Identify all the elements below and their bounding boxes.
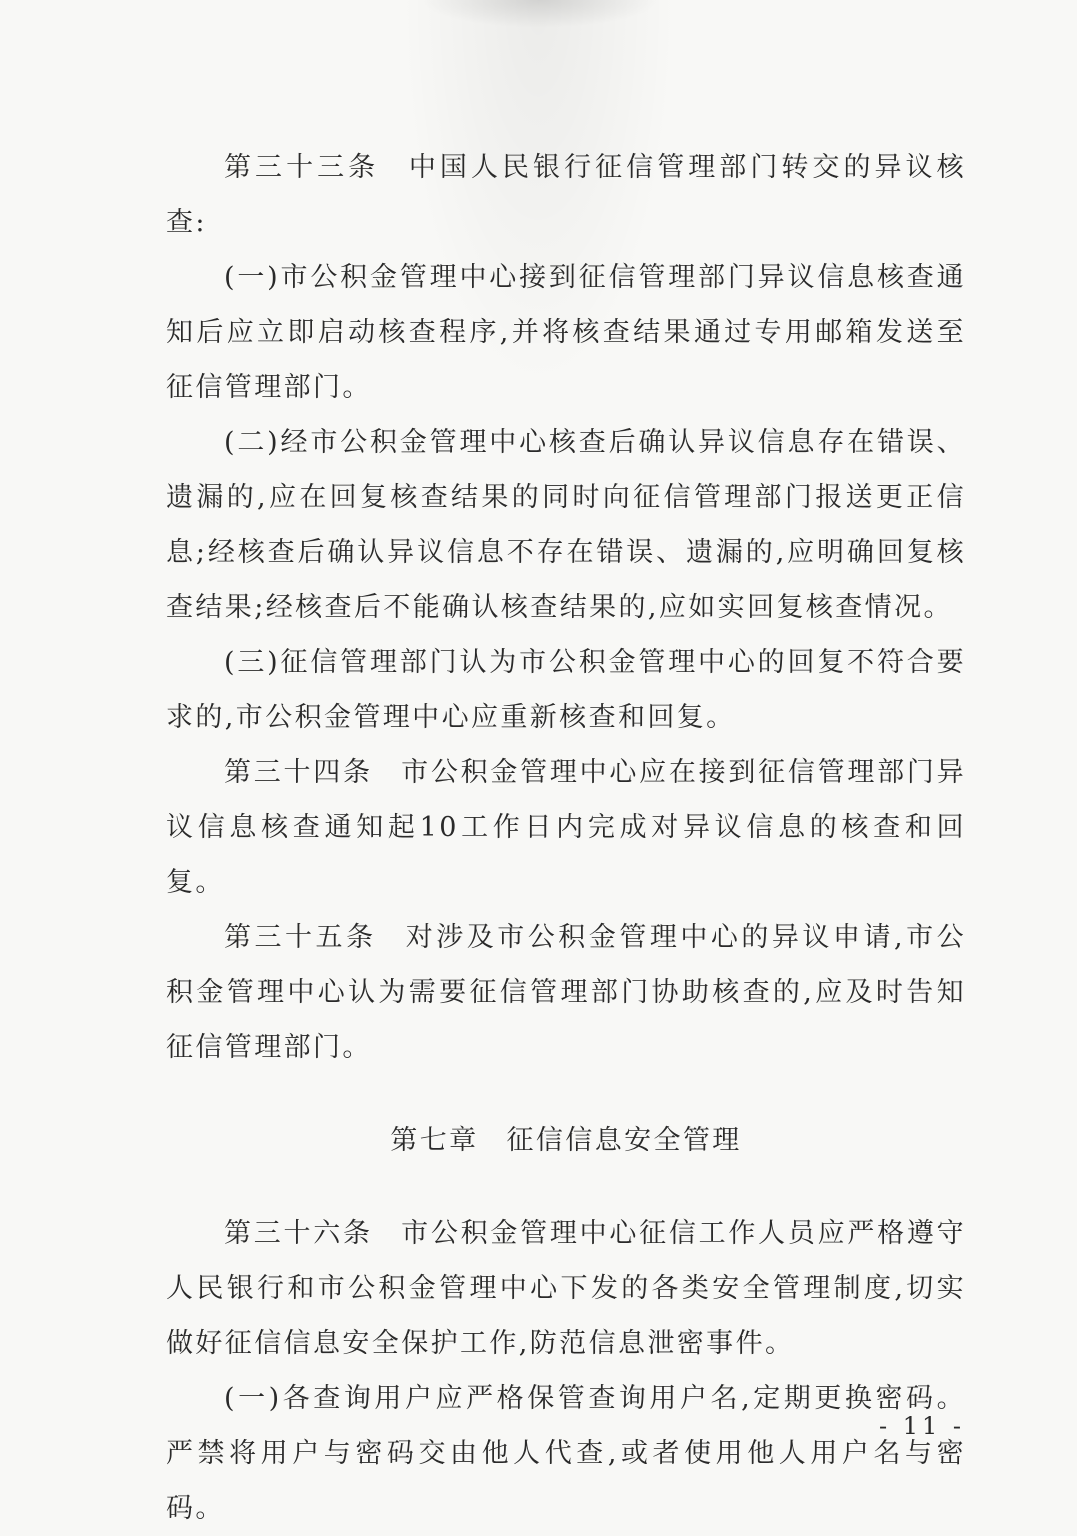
article-34 — [166, 745, 966, 910]
article-35-heading: 第三十五条 — [224, 922, 377, 953]
article-33-item-2: (二)经市公积金管理中心核查后确认异议信息存在错误、遗漏的,应在回复核查结果的同时向征信管理部门报送更正信息;经核查后确认异议信息不存在错误、遗漏的,应明确回复核查结果;经核查后不能确认核查结果的,应如实回复核查情况。 — [166, 427, 966, 623]
article-34-text: 市公积金管理中心应在接到征信管理部门异议信息核查通知起10工作日内完成对异议信息的核查和回复。 — [166, 757, 966, 898]
article-36-item-1: (一)各查询用户应严格保管查询用户名,定期更换密码。严禁将用户与密码交由他人代查,或者使用他人用户名与密码。 — [166, 1383, 966, 1524]
article-33-item-3: (三)征信管理部门认为市公积金管理中心的回复不符合要求的,市公积金管理中心应重新核查和回复。 — [166, 647, 966, 733]
article-36-text: 市公积金管理中心征信工作人员应严格遵守人民银行和市公积金管理中心下发的各类安全管理制度,切实做好征信信息安全保护工作,防范信息泄密事件。 — [166, 1218, 966, 1359]
document-body — [166, 140, 966, 1536]
article-33 — [166, 140, 966, 250]
article-35-text: 对涉及市公积金管理中心的异议申请,市公积金管理中心认为需要征信管理部门协助核查的,应及时告知征信管理部门。 — [166, 922, 967, 1063]
article-35 — [166, 910, 966, 1075]
article-33-heading: 第三十三条 — [224, 152, 380, 183]
article-36-heading: 第三十六条 — [224, 1218, 373, 1249]
article-33-text: 中国人民银行征信管理部门转交的异议核查: — [166, 152, 966, 238]
chapter-number: 第七章 — [390, 1125, 479, 1156]
article-33-item-1: (一)市公积金管理中心接到征信管理部门异议信息核查通知后应立即启动核查程序,并将核查结果通过专用邮箱发送至征信管理部门。 — [166, 262, 966, 403]
chapter-heading — [166, 1113, 966, 1168]
scan-shadow — [420, 0, 660, 28]
chapter-title: 征信信息安全管理 — [506, 1125, 742, 1156]
page-number: - 11 - — [878, 1412, 965, 1440]
article-34-heading: 第三十四条 — [224, 757, 373, 788]
article-36 — [166, 1206, 966, 1371]
